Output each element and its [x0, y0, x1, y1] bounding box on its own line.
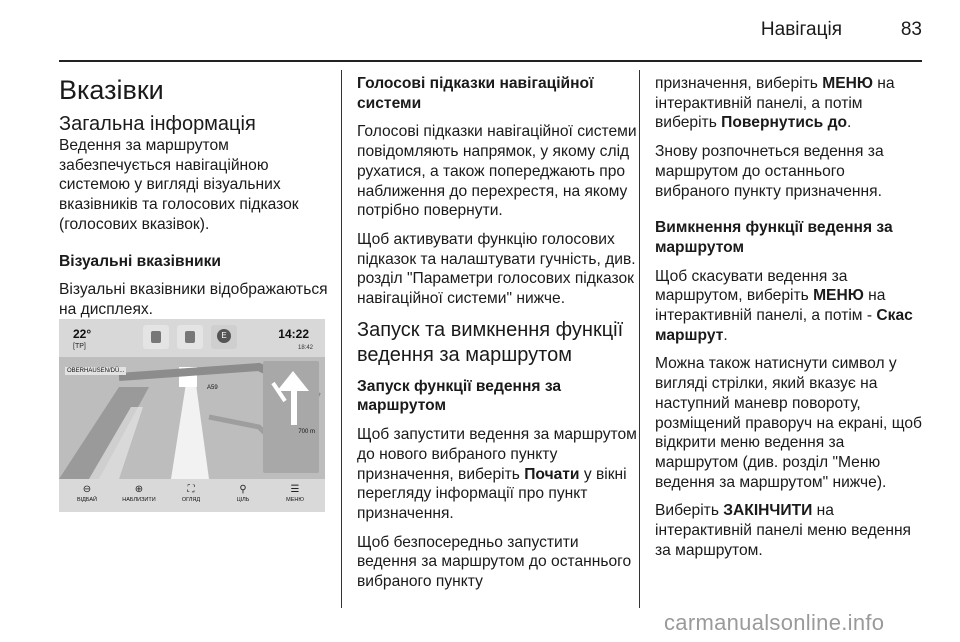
screen-button-1: ⊖ ВІДБАЙ: [76, 484, 98, 503]
start-paragraph-2: Щоб безпосередньо запустити ведення за маршрутом до останнього вибраного пункту: [357, 533, 632, 591]
end-paragraph: Виберіть ЗАКІНЧИТИ на інтерактивній панелі меню ведення за маршрутом.: [655, 502, 912, 559]
road-label: A59: [207, 385, 218, 391]
screen-tab-phone: [177, 325, 203, 349]
phone-icon: [185, 331, 195, 343]
column-3: [655, 74, 923, 569]
screen-action-bar: [59, 479, 325, 512]
arrival-time: 18:42: [297, 345, 313, 351]
start-section-title: Запуск та вимкнення функції ведення за маршрутом: [357, 318, 624, 366]
menu-icon: ☰: [290, 484, 300, 495]
column-1: [59, 74, 335, 329]
map-view: [59, 357, 325, 479]
navigation-screen-illustration: [59, 319, 325, 512]
voice-activate-paragraph: Щоб активувати функцію голосових підказок та налаштувати гучність, див. розділ "Параметри голосових підказок навігаційної системи" нижче.: [357, 230, 636, 308]
column-2: [357, 74, 637, 601]
destination-icon: ⚲: [239, 484, 247, 495]
screen-tab-nav: [143, 325, 169, 349]
page-header: [0, 0, 960, 60]
temperature-readout: 22°: [73, 327, 92, 341]
zoom-in-icon: ⊕: [134, 484, 144, 495]
screen-button-3: ⛶ ОГЛЯД: [181, 484, 201, 503]
page-number: 83: [900, 19, 922, 40]
return-paragraph: призначення, виберіть МЕНЮ на інтерактивній панелі, а потім виберіть Повернутись до.: [655, 75, 895, 132]
page-title: Вказівки: [59, 75, 164, 105]
watermark: carmanualsonline.info: [664, 610, 885, 635]
overview-icon: ⛶: [187, 484, 195, 495]
turn-arrow-panel: [263, 361, 319, 473]
visual-paragraph: Візуальні вказівники відображаються на дисплеях.: [59, 281, 328, 318]
navigation-icon: [151, 331, 161, 343]
stop-paragraph: Щоб скасувати ведення за маршрутом, виберіть МЕНЮ на інтерактивній панелі, а потім - Скас маршрут.: [655, 267, 913, 344]
subtitle: Загальна інформація: [59, 113, 256, 135]
section-title: Навігація: [760, 19, 842, 40]
start-paragraph-1: Щоб запустити ведення за маршрутом до нового вибраного пункту призначення, виберіть Почати у вікні перегляду інформації про пункт призначення.: [357, 426, 637, 522]
screen-tab-destination: [211, 325, 237, 349]
route-line: [171, 377, 209, 479]
turn-arrow-icon: [263, 361, 319, 431]
header-rule: [59, 60, 922, 62]
intro-paragraph: Ведення за маршрутом забезпечується навігаційною системою у вигляді візуальних вказівників та голосових підказок (голосових вказівок).: [59, 137, 299, 233]
arrow-paragraph: Можна також натиснути символ у вигляді стрілки, який вказує на наступний маневр повороту, розміщений праворуч на екрані, щоб відкрити меню ведення за маршрутом (див. розділ "Меню ведення за маршрутом" нижче).: [655, 355, 922, 491]
column-divider: [639, 70, 640, 608]
distance-readout: 700 m: [298, 429, 315, 435]
stop-heading: Вимкнення функції ведення за маршрутом: [655, 219, 893, 256]
destination-badge: E: [217, 329, 231, 343]
screen-top-bar: [59, 319, 325, 357]
voice-paragraph: Голосові підказки навігаційної системи повідомляють напрямок, у якому слід рухатися, а також попереджають про наближення до перехрестя, на якому потрібно повернути.: [357, 123, 637, 220]
screen-button-5: ☰ МЕНЮ: [286, 484, 304, 503]
start-heading: Запуск функції ведення за маршрутом: [357, 377, 562, 415]
minus-icon: ⊖: [82, 484, 92, 495]
place-label: OBERHAUSEN/DÜ...: [67, 368, 125, 374]
resume-paragraph: Знову розпочнеться ведення за маршрутом до останнього вибраного пункту призначення.: [655, 143, 884, 200]
visual-heading: Візуальні вказівники: [59, 252, 221, 270]
tp-indicator: [TP]: [73, 343, 86, 350]
clock-readout: 14:22: [278, 327, 309, 341]
screen-button-2: ⊕ НАБЛИЗИТИ: [122, 484, 156, 503]
screen-button-4: ⚲ ЦІЛЬ: [236, 484, 250, 503]
voice-heading: Голосові підказки навігаційної системи: [357, 75, 594, 112]
column-divider: [341, 70, 342, 608]
